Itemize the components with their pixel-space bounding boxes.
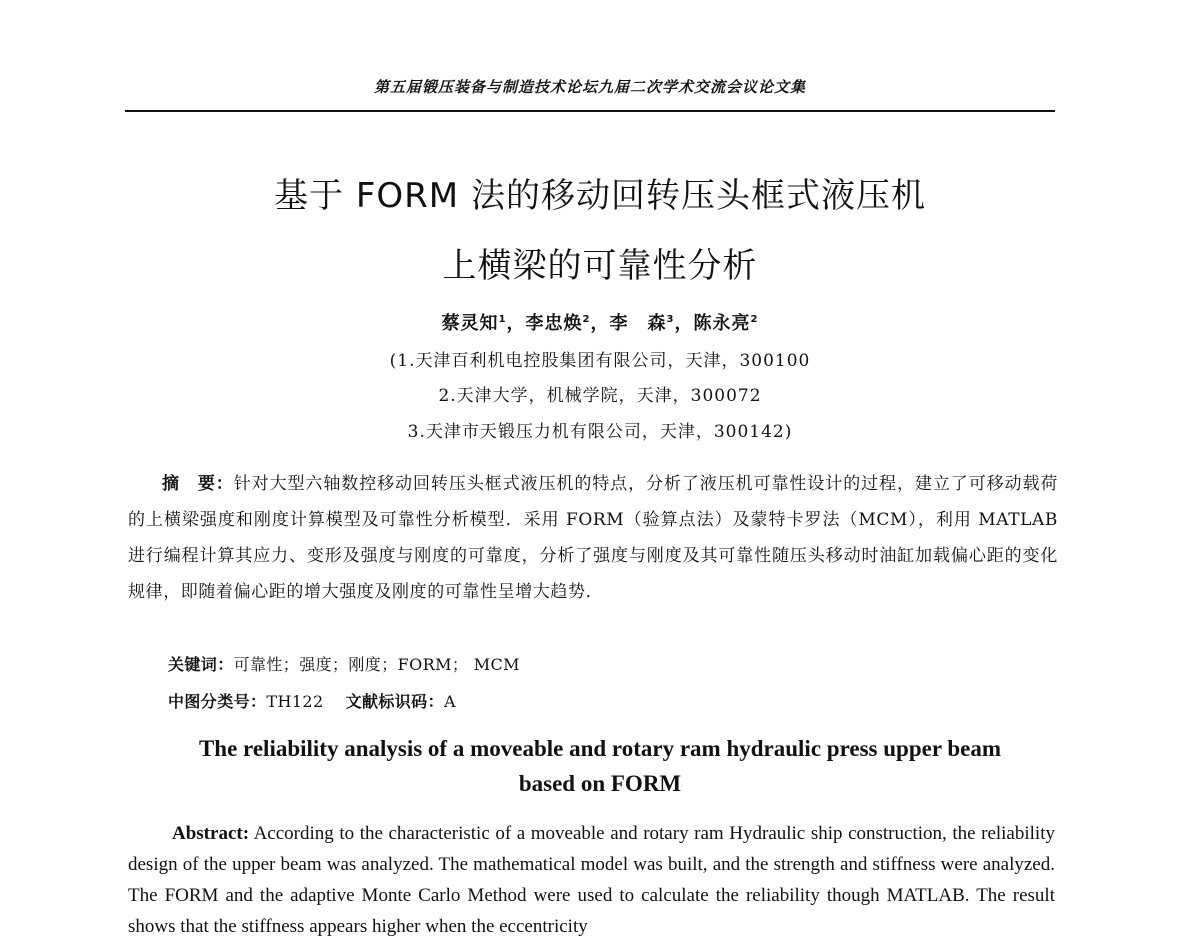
- clc-label: 中图分类号：: [168, 692, 267, 711]
- english-abstract-label: Abstract:: [172, 823, 250, 844]
- english-title-line-1: The reliability analysis of a moveable and rotary ram hydraulic press upper beam: [198, 736, 1002, 761]
- affiliation-2: 2.天津大学，机械学院，天津，300072: [438, 386, 762, 406]
- document-code-label: 文献标识码：: [345, 692, 444, 711]
- author-affiliation-mark: 1: [498, 314, 507, 325]
- chinese-abstract: [128, 466, 1058, 610]
- author-name: 李忠焕: [525, 313, 583, 334]
- english-abstract-text: According to the characteristic of a moveable and rotary ram Hydraulic ship construction, the reliability design of the upper beam was analyzed. The mathematical model was built, and the strength and stiffness were analyzed. The FORM and the adaptive Monte Carlo Method were used to calculate the reliability though MATLAB. The result shows that the stiffness appears higher when the eccentricity: [128, 823, 1055, 937]
- author-affiliation-mark: 2: [582, 314, 591, 325]
- running-header: 第五届锻压装备与制造技术论坛九届二次学术交流会议论文集: [373, 78, 806, 96]
- document-code-value: A: [443, 692, 456, 711]
- keywords-text: 可靠性；强度；刚度；FORM； MCM: [233, 655, 520, 674]
- author-name: 陈永亮: [693, 313, 751, 334]
- chinese-title-line-1: 基于 FORM 法的移动回转压头框式液压机: [274, 176, 926, 216]
- affiliation-3: 3.天津市天锻压力机有限公司，天津，300142): [407, 422, 793, 442]
- author-separator: ，: [674, 313, 694, 334]
- header-rule: [125, 110, 1055, 112]
- author-affiliation-mark: 2: [750, 314, 759, 325]
- keywords-label: 关键词：: [168, 655, 234, 674]
- classification-line: [168, 689, 1048, 712]
- chinese-title-line-2: 上横梁的可靠性分析: [442, 246, 758, 286]
- author-list: [100, 309, 1100, 335]
- author-name: 蔡灵知: [441, 313, 499, 334]
- affiliation-1: (1.天津百利机电控股集团有限公司，天津，300100: [389, 351, 811, 371]
- english-abstract: [128, 818, 1055, 942]
- english-title-line-2: based on FORM: [518, 771, 682, 796]
- keywords-line: [168, 652, 1048, 675]
- author-affiliation-mark: 3: [666, 314, 675, 325]
- author-separator: ，: [506, 313, 526, 334]
- clc-value: TH122: [266, 692, 324, 711]
- chinese-abstract-label: 摘 要：: [162, 474, 234, 494]
- author-name: 李 森: [609, 313, 667, 334]
- author-separator: ，: [590, 313, 610, 334]
- chinese-abstract-text: 针对大型六轴数控移动回转压头框式液压机的特点，分析了液压机可靠性设计的过程，建立了可移动载荷的上横梁强度和刚度计算模型及可靠性分析模型．采用 FORM（验算点法）及蒙特卡罗法（MCM），利用 MATLAB 进行编程计算其应力、变形及强度与刚度的可靠度，分析了强度与刚度及其可靠性随压头移动时油缸加载偏心距的变化规律，即随着偏心距的增大强度及刚度的可靠性呈增大趋势．: [128, 474, 1058, 602]
